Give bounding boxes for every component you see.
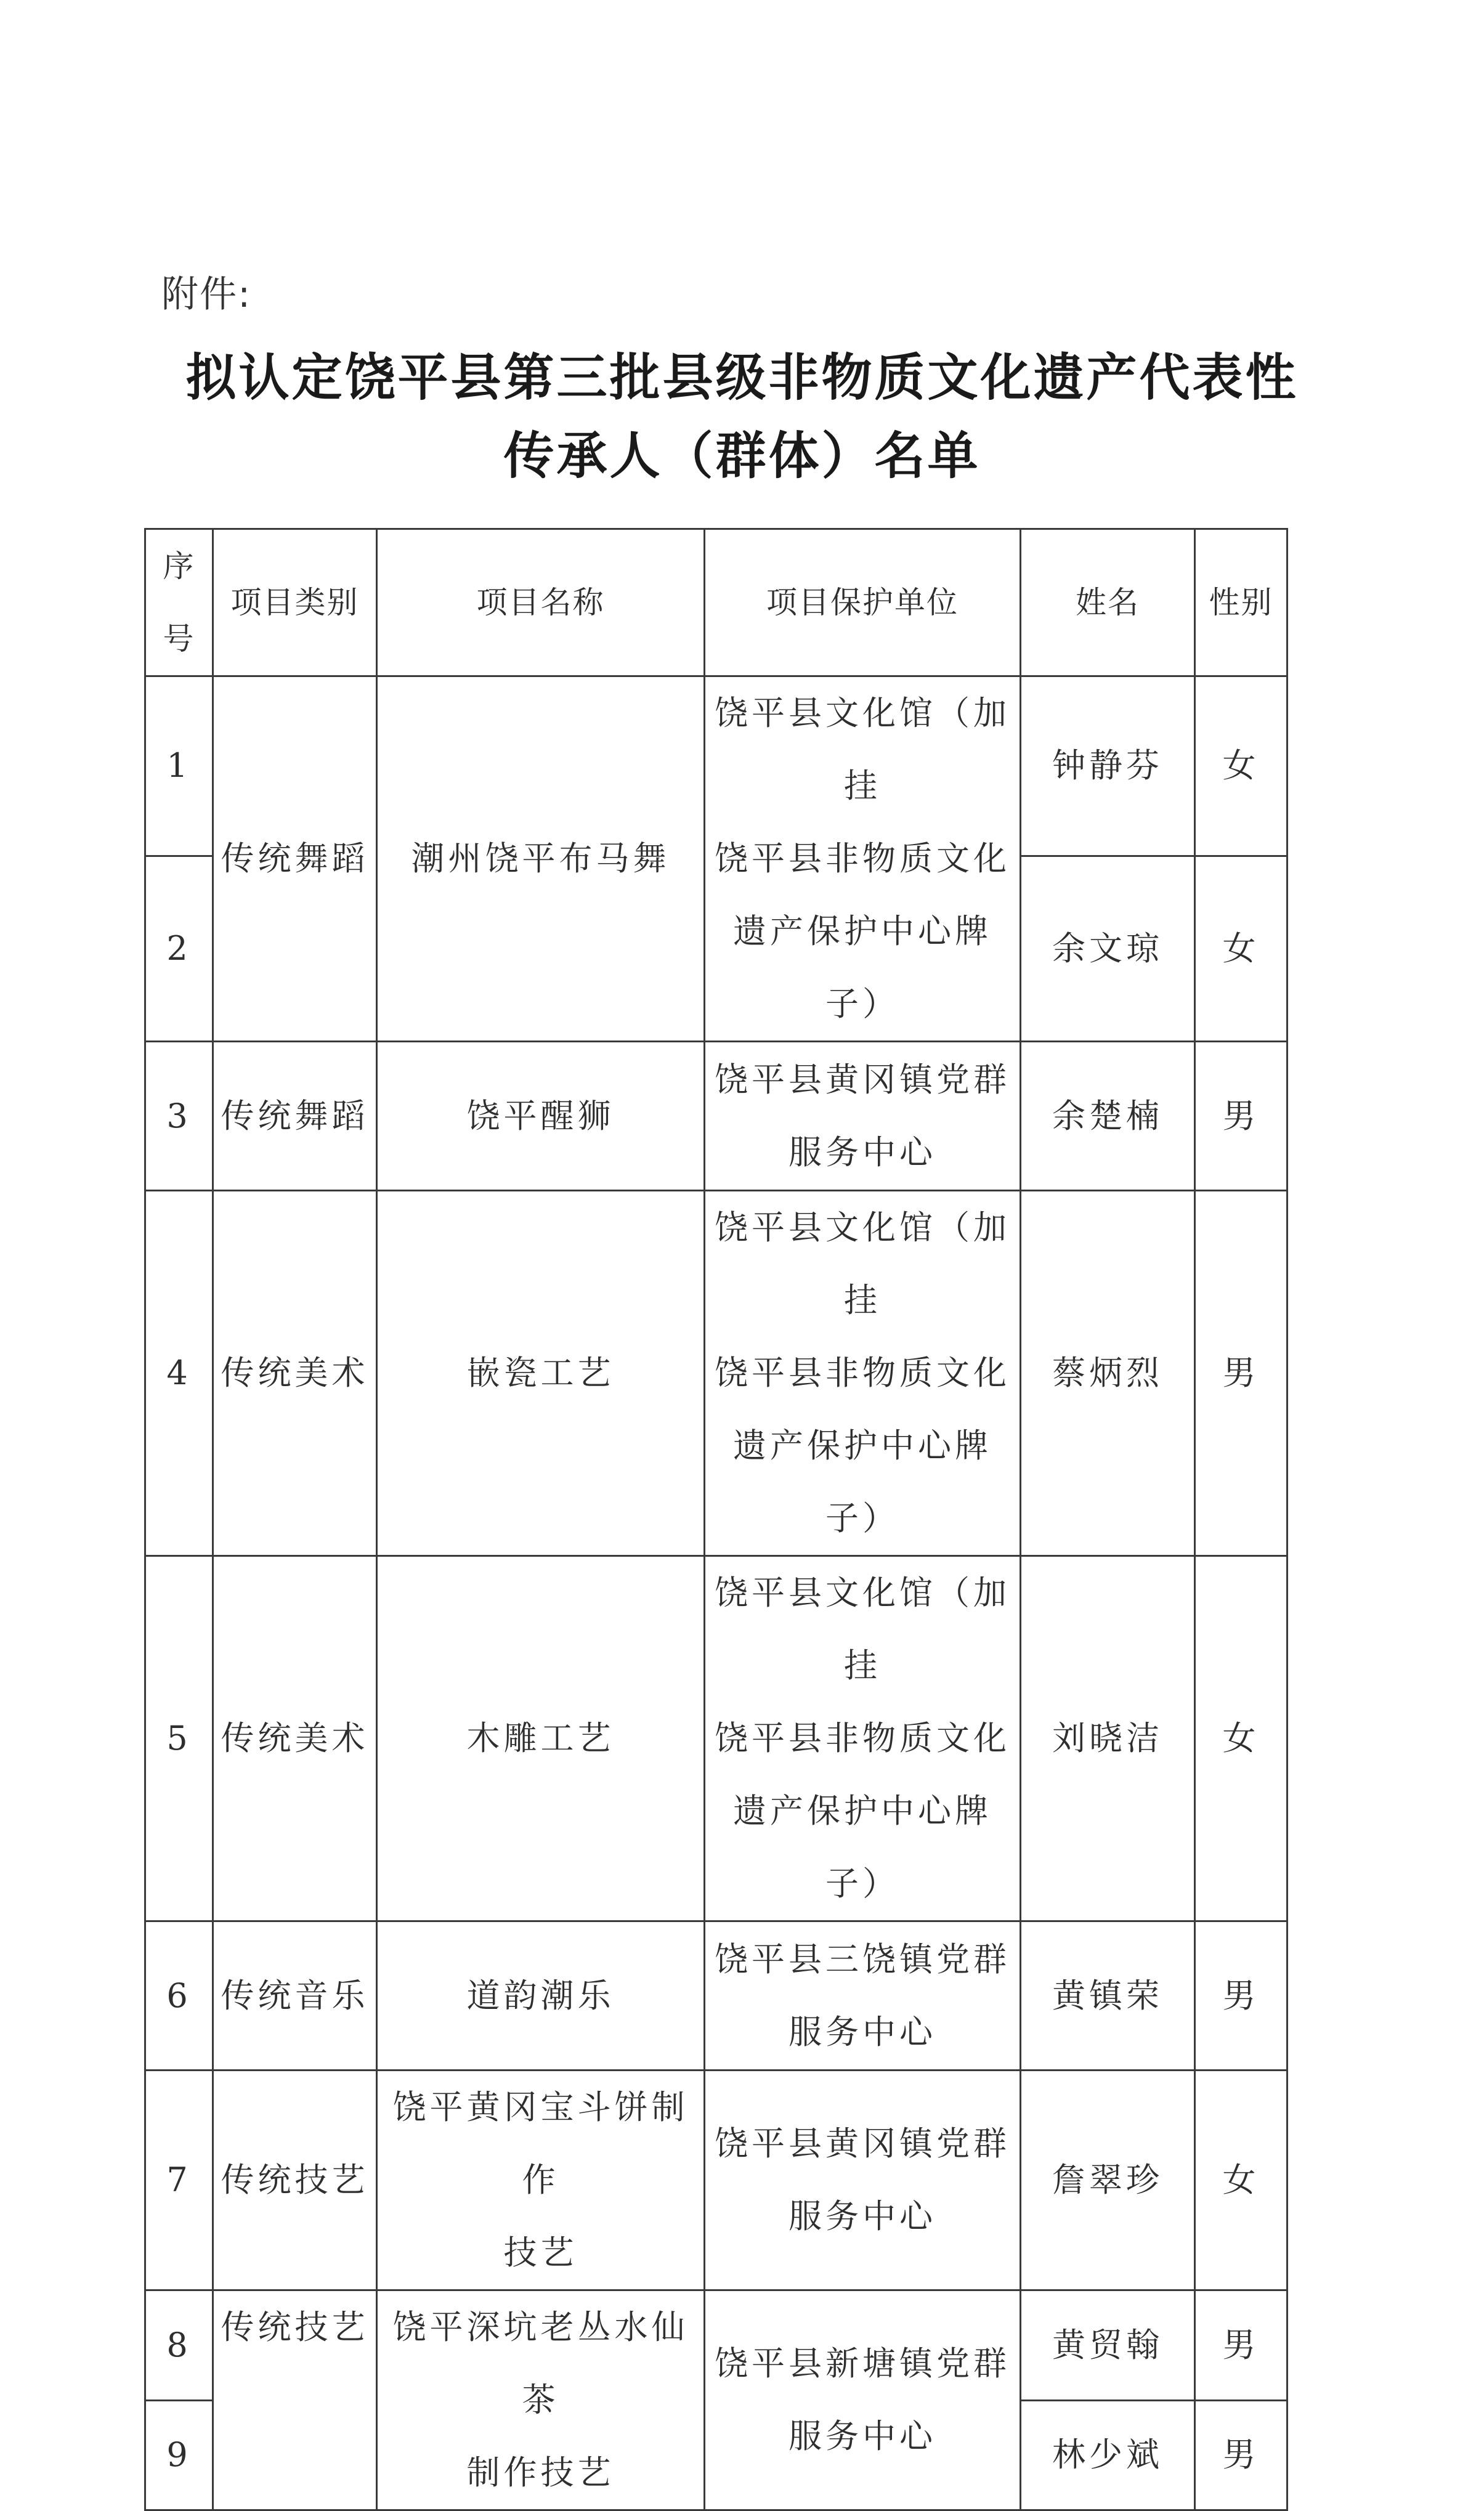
cell-unit [705, 1556, 1021, 1921]
project-line: 饶平深坑老丛水仙茶 [392, 2308, 689, 2419]
cell-gender: 女 [1195, 1556, 1287, 1921]
table-row [145, 1556, 1287, 1921]
cell-unit [705, 1042, 1021, 1191]
cell-category: 传统舞蹈 [213, 1042, 377, 1191]
cell-name: 钟静芬 [1021, 676, 1195, 856]
cell-unit [705, 2290, 1021, 2510]
cell-name: 黄贸翰 [1021, 2290, 1195, 2401]
unit-line: 饶平县新塘镇党群 [715, 2344, 1010, 2383]
header-gender: 性别 [1195, 529, 1287, 676]
cell-name: 刘晓洁 [1021, 1556, 1195, 1921]
cell-seq: 3 [145, 1042, 213, 1191]
cell-category: 传统音乐 [213, 1921, 377, 2071]
unit-line: 服务中心 [789, 2197, 936, 2236]
cell-project: 道韵潮乐 [377, 1921, 705, 2071]
unit-line: 遗产保护中心牌子） [733, 912, 992, 1023]
unit-line: 饶平县黄冈镇党群 [715, 1060, 1010, 1099]
cell-seq: 8 [145, 2290, 213, 2401]
header-category: 项目类别 [213, 529, 377, 676]
attachment-label: 附件: [161, 273, 252, 316]
cell-name: 黄镇荣 [1021, 1921, 1195, 2071]
cell-name: 余楚楠 [1021, 1042, 1195, 1191]
cell-project: 潮州饶平布马舞 [377, 676, 705, 1042]
cell-gender: 女 [1195, 676, 1287, 856]
cell-gender: 女 [1195, 2071, 1287, 2290]
cell-gender: 男 [1195, 2290, 1287, 2401]
cell-seq: 1 [145, 676, 213, 856]
document-title-line1: 拟认定饶平县第三批县级非物质文化遗产代表性 [185, 348, 1299, 407]
cell-category: 传统美术 [213, 1191, 377, 1556]
project-line: 制作技艺 [466, 2453, 615, 2492]
cell-seq: 7 [145, 2071, 213, 2290]
cell-category: 传统美术 [213, 1556, 377, 1921]
cell-seq: 2 [145, 856, 213, 1041]
cell-gender: 男 [1195, 1921, 1287, 2071]
cell-name: 余文琼 [1021, 856, 1195, 1041]
header-seq: 序号 [145, 529, 213, 676]
table-row [145, 1191, 1287, 1556]
cell-gender: 男 [1195, 1191, 1287, 1556]
project-line: 饶平黄冈宝斗饼制作 [392, 2088, 689, 2199]
project-line: 技艺 [503, 2233, 578, 2272]
header-project: 项目名称 [377, 529, 705, 676]
inheritor-table [144, 528, 1288, 2511]
cell-project: 木雕工艺 [377, 1556, 705, 1921]
header-name: 姓名 [1021, 529, 1195, 676]
cell-seq: 5 [145, 1556, 213, 1921]
cell-gender: 男 [1195, 1042, 1287, 1191]
cell-unit [705, 1921, 1021, 2071]
cell-project [377, 2290, 705, 2510]
cell-project: 饶平醒狮 [377, 1042, 705, 1191]
cell-category: 传统技艺 [213, 2290, 377, 2510]
cell-gender: 女 [1195, 856, 1287, 1041]
document-title-line2: 传承人（群体）名单 [503, 426, 981, 485]
cell-category: 传统技艺 [213, 2071, 377, 2290]
cell-unit [705, 676, 1021, 1042]
cell-name: 詹翠珍 [1021, 2071, 1195, 2290]
unit-line: 饶平县非物质文化 [715, 839, 1010, 878]
cell-category: 传统舞蹈 [213, 676, 377, 1042]
table-header-row [145, 529, 1287, 676]
unit-line: 饶平县黄冈镇党群 [715, 2124, 1010, 2163]
cell-seq: 4 [145, 1191, 213, 1556]
cell-project: 嵌瓷工艺 [377, 1191, 705, 1556]
unit-line: 服务中心 [789, 1132, 936, 1172]
cell-unit [705, 2071, 1021, 2290]
unit-line: 遗产保护中心牌子） [733, 1791, 992, 1903]
cell-seq: 9 [145, 2400, 213, 2510]
cell-project [377, 2071, 705, 2290]
table-row [145, 676, 1287, 856]
unit-line: 遗产保护中心牌子） [733, 1426, 992, 1538]
header-unit: 项目保护单位 [705, 529, 1021, 676]
unit-line: 饶平县三饶镇党群 [715, 1939, 1010, 1979]
unit-line: 饶平县文化馆（加挂 [715, 1573, 1010, 1685]
unit-line: 饶平县文化馆（加挂 [715, 694, 1010, 805]
table-row [145, 1042, 1287, 1191]
cell-name: 蔡炳烈 [1021, 1191, 1195, 1556]
table-row [145, 2071, 1287, 2290]
unit-line: 饶平县非物质文化 [715, 1353, 1010, 1392]
unit-line: 饶平县文化馆（加挂 [715, 1208, 1010, 1320]
cell-unit [705, 1191, 1021, 1556]
cell-name: 林少斌 [1021, 2400, 1195, 2510]
unit-line: 服务中心 [789, 2012, 936, 2051]
unit-line: 饶平县非物质文化 [715, 1719, 1010, 1758]
unit-line: 服务中心 [789, 2417, 936, 2456]
cell-seq: 6 [145, 1921, 213, 2071]
cell-gender: 男 [1195, 2400, 1287, 2510]
table-row [145, 2290, 1287, 2401]
table-row [145, 1921, 1287, 2071]
